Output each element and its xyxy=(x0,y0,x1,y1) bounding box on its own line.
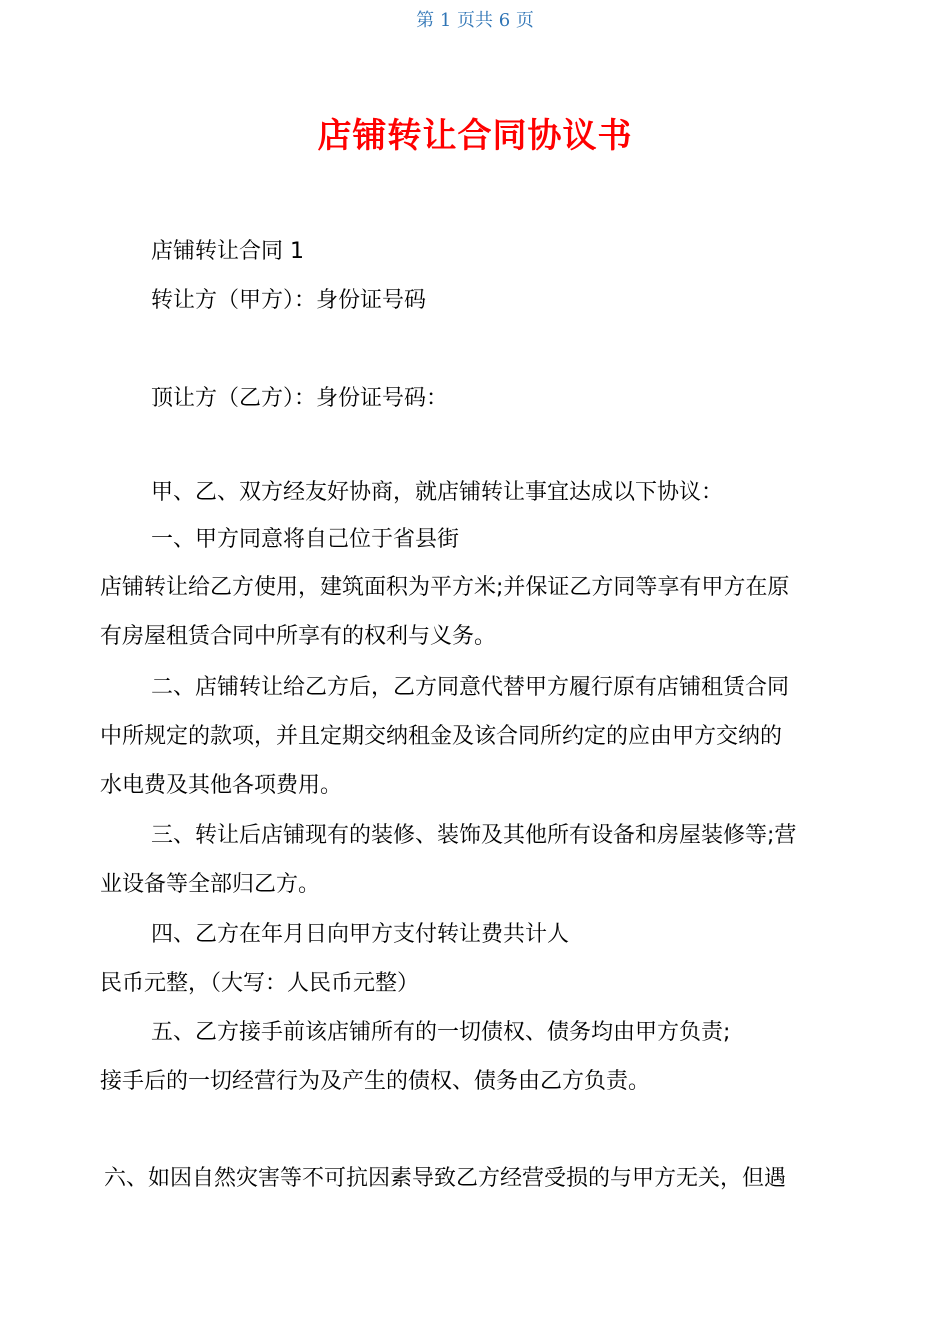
clause-1-line-3: 有房屋租赁合同中所享有的权利与义务。 xyxy=(100,624,497,649)
clause-1-line-2: 店铺转让给乙方使用，建筑面积为平方米;并保证乙方同等享有甲方在原 xyxy=(100,575,790,600)
clause-1-line-1: 一、甲方同意将自己位于省县街 xyxy=(151,527,460,552)
agreement-intro: 甲、乙、双方经友好协商，就店铺转让事宜达成以下协议： xyxy=(151,480,724,505)
clause-2-line-2: 中所规定的款项，并且定期交纳租金及该合同所约定的应由甲方交纳的 xyxy=(100,724,783,749)
clause-6-line-1: 六、如因自然灾害等不可抗因素导致乙方经营受损的与甲方无关，但遇 xyxy=(104,1166,787,1191)
clause-3-line-2: 业设备等全部归乙方。 xyxy=(100,872,321,897)
contract-subtitle: 店铺转让合同 1 xyxy=(151,239,304,264)
transferee-line: 顶让方（乙方）：身份证号码： xyxy=(151,386,449,411)
clause-3-line-1: 三、转让后店铺现有的装修、装饰及其他所有设备和房屋装修等;营 xyxy=(151,823,797,848)
document-title: 店铺转让合同协议书 xyxy=(317,116,633,156)
clause-5-line-2: 接手后的一切经营行为及产生的债权、债务由乙方负责。 xyxy=(100,1069,651,1094)
clause-5-line-1: 五、乙方接手前该店铺所有的一切债权、债务均由甲方负责; xyxy=(151,1020,731,1045)
clause-4-line-1: 四、乙方在年月日向甲方支付转让费共计人 xyxy=(151,922,570,947)
clause-2-line-3: 水电费及其他各项费用。 xyxy=(100,773,343,798)
transferor-line: 转让方（甲方）：身份证号码 xyxy=(151,288,427,313)
page-indicator: 第 1 页共 6 页 xyxy=(416,10,534,31)
clause-4-line-2: 民币元整，（大写：人民币元整） xyxy=(100,971,420,996)
clause-2-line-1: 二、店铺转让给乙方后，乙方同意代替甲方履行原有店铺租赁合同 xyxy=(151,675,790,700)
